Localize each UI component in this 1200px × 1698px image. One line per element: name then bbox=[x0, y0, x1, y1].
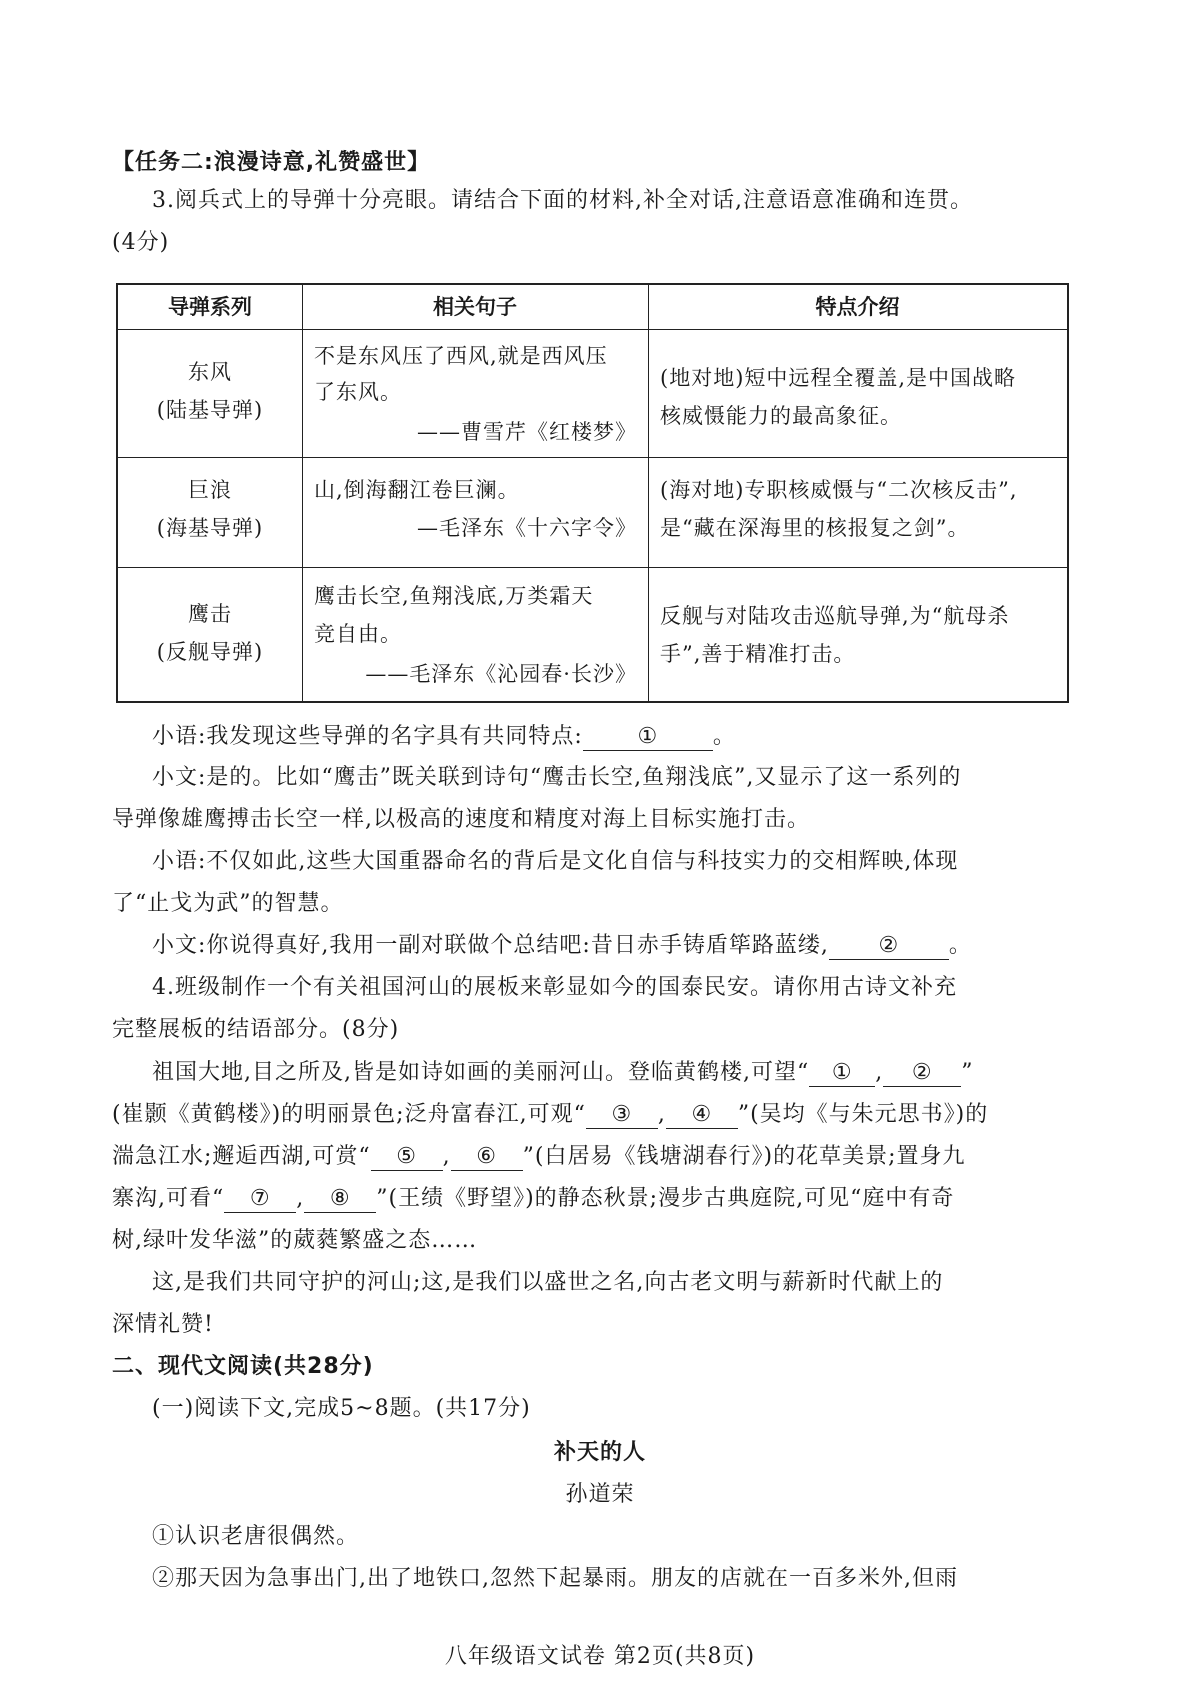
q4-text: , bbox=[875, 1060, 884, 1085]
q4-paragraph-line bbox=[152, 1058, 973, 1088]
sentence-line: 了东风。 bbox=[314, 380, 402, 404]
answer-blank[interactable]: ③ bbox=[586, 1102, 658, 1129]
article-paragraph: ②那天因为急事出门,出了地铁口,忽然下起暴雨。朋友的店就在一百多米外,但雨 bbox=[152, 1566, 958, 1591]
sentence-line: 不是东风压了西风,就是西风压 bbox=[314, 344, 608, 368]
feature-line: 反舰与对陆攻击巡航导弹,为“航母杀 bbox=[660, 604, 1010, 628]
q4-text: , bbox=[442, 1144, 451, 1169]
answer-blank[interactable]: ⑧ bbox=[304, 1186, 376, 1213]
q4-text: 祖国大地,目之所及,皆是如诗如画的美丽河山。登临黄鹤楼,可望“ bbox=[152, 1060, 810, 1085]
q4-paragraph-line: 深情礼赞! bbox=[112, 1312, 214, 1337]
dialogue-line: 小文:是的。比如“鹰击”既关联到诗句“鹰击长空,鱼翔浅底”,又显示了这一系列的 bbox=[152, 765, 962, 790]
answer-blank[interactable]: ⑦ bbox=[224, 1186, 296, 1213]
table-header-cell: 导弹系列 bbox=[168, 295, 252, 319]
missile-name: 巨浪 bbox=[188, 478, 232, 502]
page-footer: 八年级语文试卷 第2页(共8页) bbox=[444, 1644, 756, 1669]
feature-line: 是“藏在深海里的核报复之剑”。 bbox=[660, 516, 970, 540]
sentence-source: ——曹雪芹《红楼梦》 bbox=[417, 420, 637, 444]
feature-line: (海对地)专职核威慑与“二次核反击”, bbox=[660, 478, 1018, 502]
q4-paragraph-line bbox=[112, 1100, 988, 1130]
feature-line: 核威慑能力的最高象征。 bbox=[660, 404, 902, 428]
table-row bbox=[118, 329, 1067, 457]
answer-blank[interactable]: ⑤ bbox=[371, 1144, 443, 1171]
answer-blank[interactable]: ② bbox=[883, 1060, 961, 1087]
answer-blank[interactable]: ④ bbox=[666, 1102, 738, 1129]
section-heading: 二、现代文阅读(共28分) bbox=[112, 1354, 374, 1379]
missile-name: 鹰击 bbox=[188, 602, 232, 626]
answer-blank[interactable]: ① bbox=[809, 1060, 875, 1087]
dialogue-line: 小语:不仅如此,这些大国重器命名的背后是文化自信与科技实力的交相辉映,体现 bbox=[152, 849, 959, 874]
dialogue-line: 了“止戈为武”的智慧。 bbox=[112, 891, 344, 916]
dialogue-text: 小文:你说得真好,我用一副对联做个总结吧:昔日赤手铸盾筚路蓝缕, bbox=[152, 933, 829, 958]
q4-text: ”(王绩《野望》)的静态秋景;漫步古典庭院,可见“庭中有奇 bbox=[376, 1186, 955, 1211]
feature-line: 手”,善于精准打击。 bbox=[660, 642, 856, 666]
sentence-source: ——毛泽东《沁园春·长沙》 bbox=[365, 662, 637, 686]
q3-line1: 3.阅兵式上的导弹十分亮眼。请结合下面的材料,补全对话,注意语意准确和连贯。 bbox=[152, 188, 973, 213]
table-header-row bbox=[118, 285, 1067, 329]
table-header-cell: 相关句子 bbox=[433, 295, 517, 319]
q4-paragraph-line: 这,是我们共同守护的河山;这,是我们以盛世之名,向古老文明与薪新时代献上的 bbox=[152, 1270, 944, 1295]
q4-paragraph-line bbox=[112, 1184, 954, 1214]
missile-table bbox=[116, 283, 1069, 703]
q4-text: ” bbox=[961, 1060, 974, 1085]
answer-blank[interactable]: ① bbox=[583, 724, 713, 751]
missile-type: (陆基导弹) bbox=[156, 398, 264, 422]
q4-line1: 4.班级制作一个有关祖国河山的展板来彰显如今的国泰民安。请你用古诗文补充 bbox=[152, 975, 957, 1000]
dialogue-text: 。 bbox=[948, 933, 972, 958]
missile-type: (海基导弹) bbox=[156, 516, 264, 540]
article-paragraph: ①认识老唐很偶然。 bbox=[152, 1524, 360, 1549]
q3-line2: (4分) bbox=[112, 230, 170, 255]
article-author: 孙道荣 bbox=[565, 1482, 635, 1507]
dialogue-line bbox=[152, 722, 736, 752]
article-title: 补天的人 bbox=[553, 1440, 646, 1465]
q4-text: 寨沟,可看“ bbox=[112, 1186, 225, 1211]
section-subheading: (一)阅读下文,完成5~8题。(共17分) bbox=[152, 1396, 531, 1421]
table-row bbox=[118, 567, 1067, 701]
dialogue-line: 导弹像雄鹰搏击长空一样,以极高的速度和精度对海上目标实施打击。 bbox=[112, 807, 810, 832]
sentence-source: —毛泽东《十六字令》 bbox=[417, 516, 637, 540]
table-row bbox=[118, 457, 1067, 567]
q4-text: (崔颢《黄鹤楼》)的明丽景色;泛舟富春江,可观“ bbox=[112, 1102, 586, 1127]
task-heading: 【任务二:浪漫诗意,礼赞盛世】 bbox=[112, 150, 431, 175]
q4-line2: 完整展板的结语部分。(8分) bbox=[112, 1017, 400, 1042]
sentence-line: 竞自由。 bbox=[314, 622, 402, 646]
dialogue-text: 小语:我发现这些导弹的名字具有共同特点: bbox=[152, 724, 583, 749]
feature-line: (地对地)短中远程全覆盖,是中国战略 bbox=[660, 366, 1017, 390]
sentence-line: 鹰击长空,鱼翔浅底,万类霜天 bbox=[314, 584, 594, 608]
missile-type: (反舰导弹) bbox=[156, 640, 264, 664]
sentence-line: 山,倒海翻江卷巨澜。 bbox=[314, 478, 520, 502]
q4-paragraph-line bbox=[112, 1142, 965, 1172]
dialogue-text: 。 bbox=[712, 724, 736, 749]
dialogue-line bbox=[152, 931, 972, 961]
table-header-cell: 特点介绍 bbox=[815, 295, 900, 319]
q4-paragraph-line: 树,绿叶发华滋”的葳蕤繁盛之态…… bbox=[112, 1228, 478, 1253]
q4-text: 湍急江水;邂逅西湖,可赏“ bbox=[112, 1144, 371, 1169]
answer-blank[interactable]: ② bbox=[829, 933, 949, 960]
q4-text: ”(白居易《钱塘湖春行》)的花草美景;置身九 bbox=[522, 1144, 966, 1169]
missile-name: 东风 bbox=[188, 360, 232, 384]
q4-text: , bbox=[296, 1186, 305, 1211]
q4-text: ”(吴均《与朱元思书》)的 bbox=[737, 1102, 989, 1127]
answer-blank[interactable]: ⑥ bbox=[451, 1144, 523, 1171]
q4-text: , bbox=[657, 1102, 666, 1127]
